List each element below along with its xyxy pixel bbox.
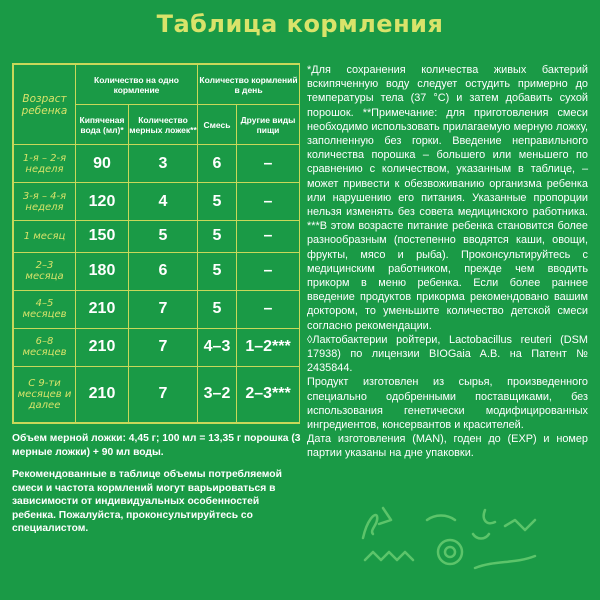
scoop-volume-note: Объем мерной ложки: 4,45 г; 100 мл = 13,35 г порошка (3 мерные ложки) + 90 мл воды. xyxy=(12,433,301,458)
water-cell: 210 xyxy=(76,366,129,422)
formula-cell: 5 xyxy=(198,221,237,252)
formula-column-header: Смесь xyxy=(198,105,237,145)
water-cell: 210 xyxy=(76,290,129,328)
scoops-cell: 4 xyxy=(129,183,198,221)
other-food-cell: – xyxy=(237,221,300,252)
formula-cell: 4–3 xyxy=(198,328,237,366)
age-cell: 3-я – 4-я неделя xyxy=(14,183,76,221)
page-title: Таблица кормления xyxy=(156,10,444,38)
age-cell: 4–5 месяцев xyxy=(14,290,76,328)
left-notes xyxy=(12,432,304,545)
table-row xyxy=(14,366,300,422)
formula-cell: 3–2 xyxy=(198,366,237,422)
footnotes-text: *Для сохранения количества живых бактерий вскипяченную воду следует остудить примерно до температуры тела (37 °С) и затем добавить сухой порошок. **Примечание: для приготовления смеси необходимо использовать прилагаемую мерную ложку, заполненную без горки. Введение неправильного количества порошка – большего или меньшего по сравнению с количеством, указанным в таблице, – может привести к обезвоживанию организма ребенка или нарушению его питания. Указанные пропорции нельзя изменять без совета медицинского работника. ***В этом возрасте питание ребенка становится более разнообразным (постепенно вводятся каши, овощи, фрукты, мясо и рыба). Проконсультируйтесь с медицинским работником, прежде чем вводить прикорм в меню ребенка. Если более раннее введение продуктов прикорма рекомендовано вашим доктором, то уменьшите количество детской смеси согласно рекомендации. xyxy=(307,64,588,332)
other-food-cell: 2–3*** xyxy=(237,366,300,422)
age-cell: С 9-ти месяцев и далее xyxy=(14,366,76,422)
table-row xyxy=(14,328,300,366)
decorative-doodle-icon xyxy=(355,490,555,585)
date-text: Дата изготовления (MAN), годен до (EXP) и номер партии указаны на дне упаковки. xyxy=(307,433,588,460)
table-row xyxy=(14,221,300,252)
other-food-cell: – xyxy=(237,145,300,183)
scoops-cell: 7 xyxy=(129,366,198,422)
production-text: Продукт изготовлен из сырья, произведенного специально одобренными поставщиками, без использования генетически модифицированных ингредиентов, консервантов и красителей. xyxy=(307,376,588,432)
scoops-cell: 5 xyxy=(129,221,198,252)
age-cell: 1 месяц xyxy=(14,221,76,252)
recommendation-note: Рекомендованные в таблице объемы потребляемой смеси и частота кормлений могут варьироваться в зависимости от индивидуальных особенностей ребенка. Пожалуйста, проконсультируйтесь со специалистом. xyxy=(12,469,282,534)
scoops-cell: 7 xyxy=(129,290,198,328)
scoops-column-header: Количество мерных ложек** xyxy=(129,105,198,145)
per-feeding-header: Количество на одно кормление xyxy=(76,65,198,105)
water-cell: 210 xyxy=(76,328,129,366)
other-food-cell: – xyxy=(237,183,300,221)
age-cell: 6–8 месяцев xyxy=(14,328,76,366)
water-cell: 120 xyxy=(76,183,129,221)
age-cell: 2–3 месяца xyxy=(14,252,76,290)
table-row xyxy=(14,183,300,221)
table-row xyxy=(14,290,300,328)
formula-cell: 5 xyxy=(198,290,237,328)
formula-cell: 6 xyxy=(198,145,237,183)
age-column-header: Возраст ребенка xyxy=(14,65,76,145)
per-day-header: Количество кормлений в день xyxy=(198,65,300,105)
water-cell: 150 xyxy=(76,221,129,252)
license-text: ◊Лактобактерии ройтери, Lactobacillus reuteri (DSM 17938) по лицензии BIOGaia A.B. на Патент № 2435844. xyxy=(307,333,588,375)
table-row xyxy=(14,252,300,290)
other-food-cell: – xyxy=(237,252,300,290)
water-cell: 90 xyxy=(76,145,129,183)
age-cell: 1-я – 2-я неделя xyxy=(14,145,76,183)
footnotes-column xyxy=(307,63,588,461)
formula-cell: 5 xyxy=(198,183,237,221)
water-cell: 180 xyxy=(76,252,129,290)
other-food-cell: – xyxy=(237,290,300,328)
scoops-cell: 6 xyxy=(129,252,198,290)
other-food-cell: 1–2*** xyxy=(237,328,300,366)
scoops-cell: 7 xyxy=(129,328,198,366)
table-row xyxy=(14,145,300,183)
other-food-column-header: Другие виды пищи xyxy=(237,105,300,145)
water-column-header: Кипяченая вода (мл)* xyxy=(76,105,129,145)
scoops-cell: 3 xyxy=(129,145,198,183)
feeding-table xyxy=(12,63,300,424)
formula-cell: 5 xyxy=(198,252,237,290)
